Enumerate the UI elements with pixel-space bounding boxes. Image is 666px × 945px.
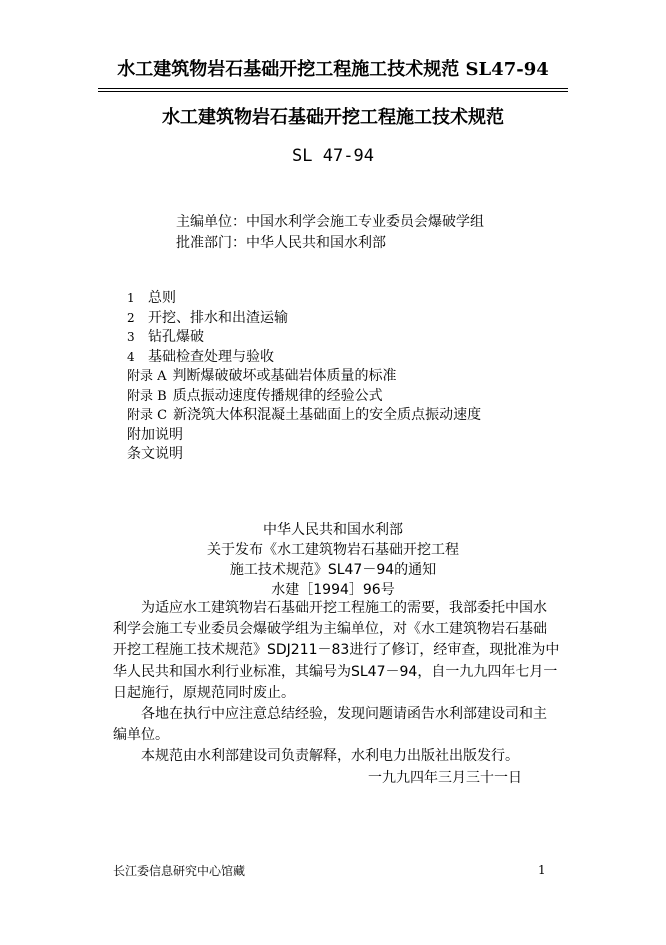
table-of-contents bbox=[127, 289, 481, 465]
body-line: 开挖工程施工技术规范》SDJ211－83进行了修订，经审查，现批准为中 bbox=[113, 642, 560, 659]
toc-label: 附加说明 bbox=[127, 426, 183, 443]
body-line: 各地在执行中应注意总结经验，发现问题请函告水利部建设司和主 bbox=[113, 706, 547, 723]
document-meta bbox=[176, 212, 484, 254]
toc-item-2[interactable] bbox=[127, 309, 481, 329]
page-number: 1 bbox=[538, 863, 546, 877]
running-header: 水工建筑物岩石基础开挖工程施工技术规范 SL47-94 bbox=[117, 59, 549, 80]
toc-label: 钻孔爆破 bbox=[148, 329, 204, 345]
toc-number: 附录 A bbox=[127, 369, 167, 384]
toc-number: 附录 B bbox=[127, 388, 167, 404]
notice-doc-number: 水建［1994］96号 bbox=[271, 582, 395, 598]
toc-label: 条文说明 bbox=[127, 446, 183, 462]
footer-collection-note: 长江委信息研究中心馆藏 bbox=[113, 864, 246, 878]
body-line: 日起施行，原规范同时废止。 bbox=[113, 684, 295, 701]
toc-label: 总则 bbox=[148, 290, 176, 306]
toc-number: 2 bbox=[127, 310, 135, 325]
toc-label: 开挖、排水和出渣运输 bbox=[148, 309, 288, 326]
toc-item-clause-notes[interactable] bbox=[127, 445, 481, 465]
body-line: 利学会施工专业委员会爆破学组为主编单位，对《水工建筑物岩石基础 bbox=[113, 621, 547, 638]
toc-label: 新浇筑大体积混凝土基础面上的安全质点振动速度 bbox=[173, 407, 482, 423]
document-title: 水工建筑物岩石基础开挖工程施工技术规范 bbox=[162, 107, 504, 128]
body-line: 编单位。 bbox=[113, 727, 169, 744]
toc-item-appendix-b[interactable] bbox=[127, 387, 481, 407]
notice-heading bbox=[0, 520, 666, 600]
toc-item-appendix-c[interactable] bbox=[127, 406, 481, 426]
toc-item-3[interactable] bbox=[127, 328, 481, 348]
toc-number: 1 bbox=[127, 291, 135, 305]
notice-issuer: 中华人民共和国水利部 bbox=[263, 522, 403, 538]
toc-item-1[interactable] bbox=[127, 289, 481, 309]
notice-date: 一九九四年三月三十一日 bbox=[368, 770, 522, 786]
toc-label: 基础检查处理与验收 bbox=[148, 348, 274, 365]
body-line: 为适应水工建筑物岩石基础开挖工程施工的需要，我部委托中国水 bbox=[113, 600, 547, 616]
toc-item-appendix-a[interactable] bbox=[127, 367, 481, 387]
body-line: 本规范由水利部建设司负责解释，水利电力出版社出版发行。 bbox=[113, 748, 519, 765]
document-code: SL 47-94 bbox=[292, 146, 374, 166]
approving-authority: 批准部门：中华人民共和国水利部 bbox=[176, 235, 386, 251]
toc-label: 质点振动速度传播规律的经验公式 bbox=[172, 387, 383, 404]
toc-number: 4 bbox=[127, 349, 135, 364]
header-rule bbox=[98, 88, 568, 89]
toc-item-additional-notes[interactable] bbox=[127, 426, 481, 446]
header-rule-thin bbox=[98, 91, 568, 92]
toc-number: 3 bbox=[127, 330, 135, 344]
editor-unit: 主编单位：中国水利学会施工专业委员会爆破学组 bbox=[176, 214, 484, 230]
notice-body bbox=[113, 598, 560, 768]
toc-label: 判断爆破破坏或基础岩体质量的标准 bbox=[172, 368, 397, 384]
body-line: 华人民共和国水利行业标准，其编号为SL47－94，自一九九四年七月一 bbox=[113, 663, 558, 680]
notice-subject-line-1: 关于发布《水工建筑物岩石基础开挖工程 bbox=[207, 542, 459, 558]
toc-number: 附录 C bbox=[127, 408, 168, 423]
notice-subject-line-2: 施工技术规范》SL47－94的通知 bbox=[229, 562, 437, 578]
toc-item-4[interactable] bbox=[127, 348, 481, 368]
